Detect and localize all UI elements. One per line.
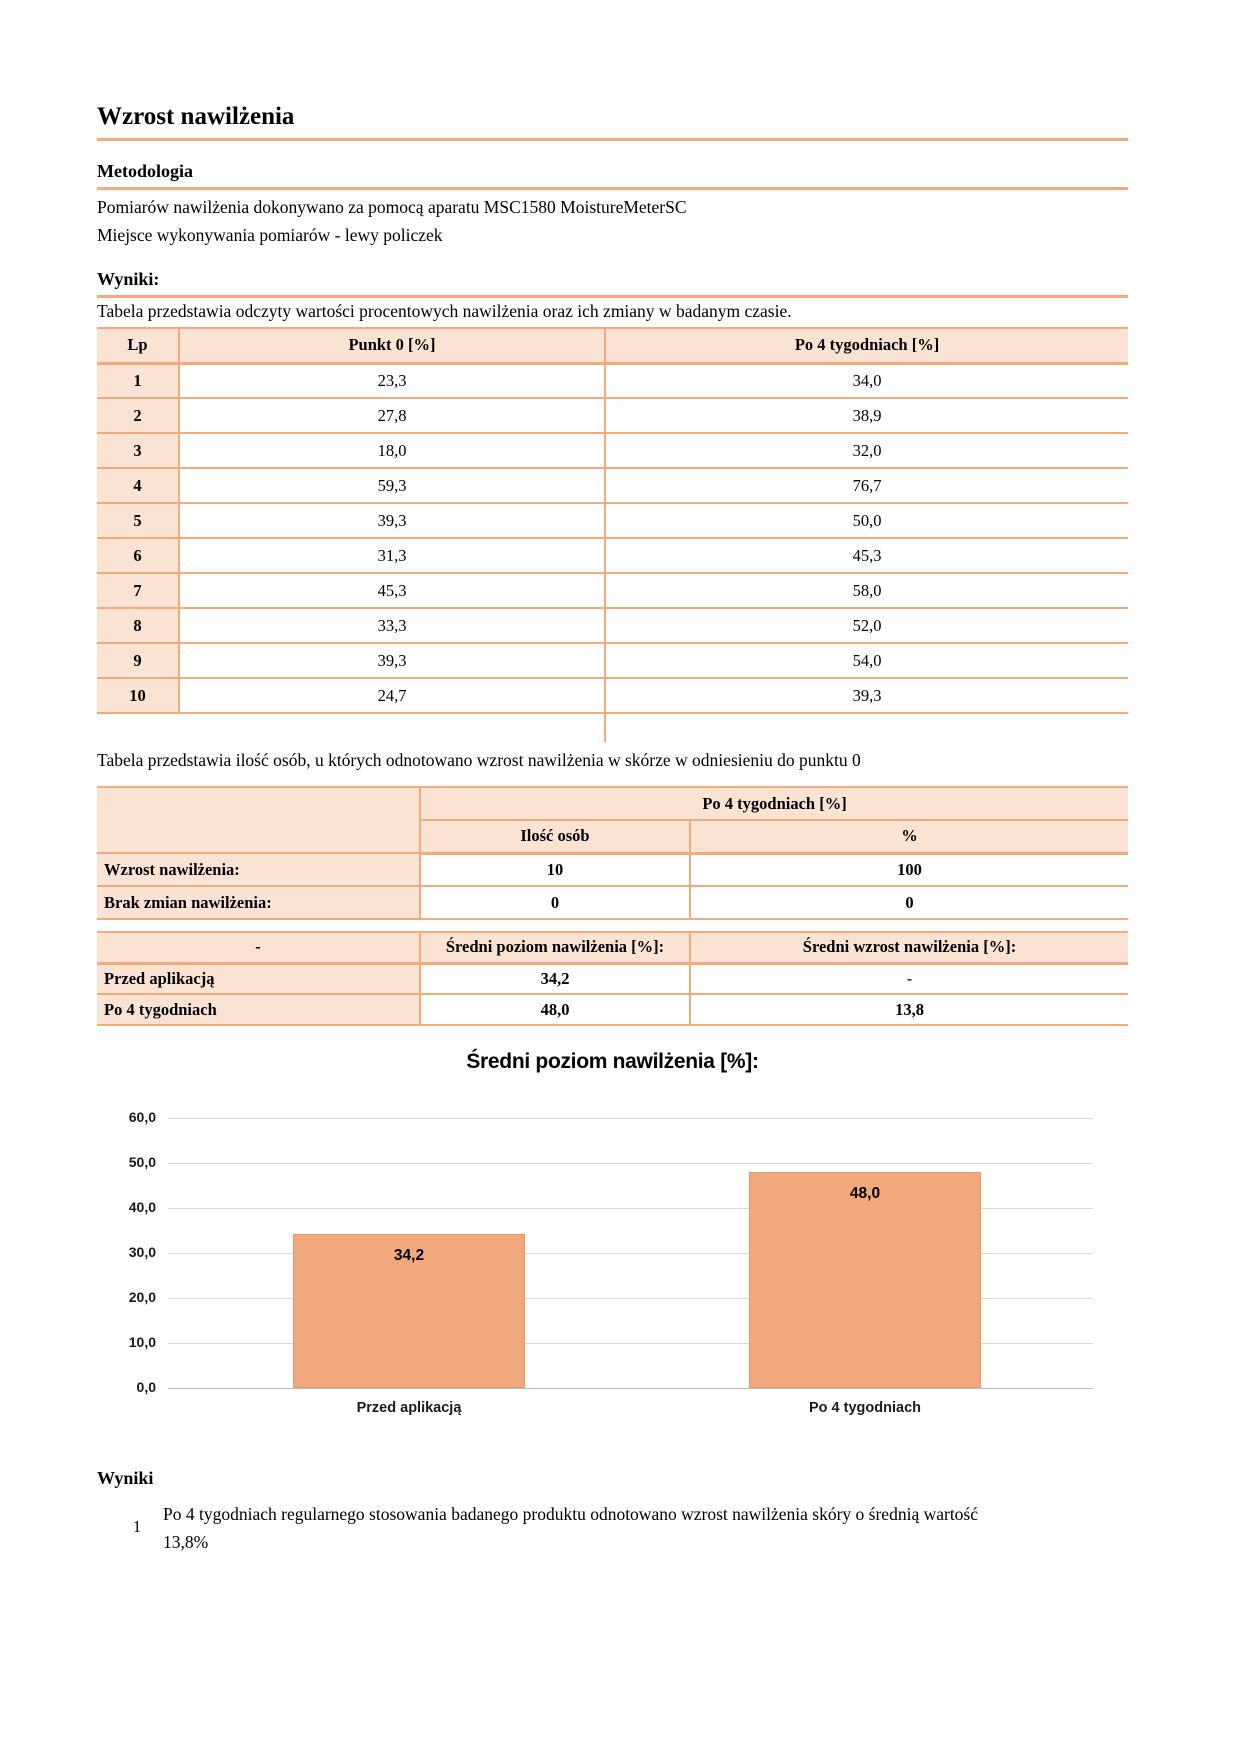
- value-cell: 52,0: [605, 608, 1128, 643]
- value-cell: 45,3: [179, 573, 605, 608]
- table-row: [97, 678, 1128, 713]
- col-header-avg-level: Średni poziom nawilżenia [%]:: [420, 932, 690, 963]
- counts-table: [97, 786, 1128, 920]
- bar-value-label: 48,0: [849, 1185, 881, 1202]
- row-number-cell: 4: [97, 468, 179, 503]
- value-cell: 45,3: [605, 538, 1128, 573]
- gridline: [168, 1163, 1093, 1164]
- category-label: Po 4 tygodniach: [809, 1400, 921, 1416]
- col-header-count: Ilość osób: [420, 820, 690, 853]
- col-header-dash: -: [97, 932, 420, 963]
- methodology-line-1: Pomiarów nawilżenia dokonywano za pomocą aparatu MSC1580 MoistureMeterSC: [97, 197, 687, 217]
- col-header-percent: %: [690, 820, 1128, 853]
- row-number-cell: 8: [97, 608, 179, 643]
- y-axis-tick-label: 0,0: [136, 1379, 156, 1395]
- chart-plot: [128, 1109, 1093, 1416]
- averages-header-row: [97, 932, 1128, 963]
- bar-value-label: 34,2: [393, 1247, 425, 1264]
- table-border-artifact: [604, 712, 606, 742]
- count-cell: 10: [420, 853, 690, 886]
- empty-corner-cell: [97, 787, 420, 853]
- page-title: Wzrost nawilżenia: [97, 103, 295, 130]
- measurements-table: [97, 327, 1128, 714]
- table-row: [97, 573, 1128, 608]
- table-row: [97, 433, 1128, 468]
- avg-increase-cell: 13,8: [690, 994, 1128, 1025]
- measurements-table-caption: Tabela przedstawia odczyty wartości procentowych nawilżenia oraz ich zmiany w badanym czasie.: [97, 301, 792, 321]
- col-header-point0: Punkt 0 [%]: [179, 328, 605, 363]
- y-axis-tick-label: 60,0: [128, 1109, 156, 1125]
- counts-table-body: [97, 853, 1128, 919]
- results-rule: [97, 295, 1128, 298]
- value-cell: 38,9: [605, 398, 1128, 433]
- table-row: [97, 468, 1128, 503]
- table-row: [97, 363, 1128, 398]
- table-row: [97, 994, 1128, 1025]
- value-cell: 31,3: [179, 538, 605, 573]
- value-cell: 33,3: [179, 608, 605, 643]
- row-number-cell: 1: [97, 363, 179, 398]
- chart-title: Średni poziom nawilżenia [%]:: [466, 1050, 759, 1073]
- bar-chart: [97, 1040, 1128, 1470]
- percent-cell: 100: [690, 853, 1128, 886]
- value-cell: 76,7: [605, 468, 1128, 503]
- y-axis-tick-label: 30,0: [128, 1244, 156, 1260]
- table-row: [97, 886, 1128, 919]
- counts-table-caption: Tabela przedstawia ilość osób, u których odnotowano wzrost nawilżenia w skórze w odniesieniu do punktu 0: [97, 750, 861, 770]
- percent-cell: 0: [690, 886, 1128, 919]
- table-row: [97, 643, 1128, 678]
- table-row: [97, 398, 1128, 433]
- measurements-table-body: [97, 363, 1128, 713]
- value-cell: 39,3: [605, 678, 1128, 713]
- averages-table: [97, 931, 1128, 1026]
- row-number-cell: 6: [97, 538, 179, 573]
- measurements-header-row: [97, 328, 1128, 363]
- measurements-table-wrap: [97, 327, 1128, 714]
- value-cell: 18,0: [179, 433, 605, 468]
- y-axis-tick-label: 20,0: [128, 1289, 156, 1305]
- avg-level-cell: 48,0: [420, 994, 690, 1025]
- row-label-cell: Wzrost nawilżenia:: [97, 853, 420, 886]
- results-heading: Wyniki:: [97, 269, 160, 289]
- gridline: [168, 1388, 1093, 1389]
- row-number-cell: 5: [97, 503, 179, 538]
- counts-table-wrap: [97, 786, 1128, 920]
- merged-header-cell: Po 4 tygodniach [%]: [420, 787, 1128, 820]
- value-cell: 23,3: [179, 363, 605, 398]
- value-cell: 39,3: [179, 503, 605, 538]
- averages-table-wrap: [97, 931, 1128, 1026]
- table-row: [97, 503, 1128, 538]
- value-cell: 59,3: [179, 468, 605, 503]
- value-cell: 24,7: [179, 678, 605, 713]
- row-number-cell: 9: [97, 643, 179, 678]
- row-label-cell: Po 4 tygodniach: [97, 994, 420, 1025]
- table-row: [97, 853, 1128, 886]
- value-cell: 27,8: [179, 398, 605, 433]
- avg-increase-cell: -: [690, 963, 1128, 994]
- conclusion-item-number: 1: [132, 1517, 142, 1536]
- table-row: [97, 963, 1128, 994]
- row-label-cell: Brak zmian nawilżenia:: [97, 886, 420, 919]
- y-axis-tick-label: 10,0: [128, 1334, 156, 1350]
- conclusions-heading: Wyniki: [97, 1468, 154, 1488]
- table-row: [97, 608, 1128, 643]
- chart-bar: [749, 1172, 981, 1388]
- count-cell: 0: [420, 886, 690, 919]
- value-cell: 54,0: [605, 643, 1128, 678]
- col-header-lp: Lp: [97, 328, 179, 363]
- methodology-rule: [97, 187, 1128, 190]
- title-rule: [97, 138, 1128, 141]
- chart-bar: [293, 1234, 525, 1388]
- value-cell: 50,0: [605, 503, 1128, 538]
- row-number-cell: 7: [97, 573, 179, 608]
- category-label: Przed aplikacją: [356, 1400, 462, 1416]
- y-axis-tick-label: 40,0: [128, 1199, 156, 1215]
- value-cell: 34,0: [605, 363, 1128, 398]
- row-number-cell: 2: [97, 398, 179, 433]
- averages-table-body: [97, 963, 1128, 1025]
- row-number-cell: 10: [97, 678, 179, 713]
- value-cell: 58,0: [605, 573, 1128, 608]
- conclusion-item-text: Po 4 tygodniach regularnego stosowania badanego produktu odnotowano wzrost nawilżenia skóry o średnią wartość 13,8%: [163, 1504, 979, 1552]
- col-header-after4weeks: Po 4 tygodniach [%]: [605, 328, 1128, 363]
- row-label-cell: Przed aplikacją: [97, 963, 420, 994]
- methodology-heading: Metodologia: [97, 161, 193, 181]
- value-cell: 39,3: [179, 643, 605, 678]
- table-row: [97, 538, 1128, 573]
- row-number-cell: 3: [97, 433, 179, 468]
- col-header-avg-increase: Średni wzrost nawilżenia [%]:: [690, 932, 1128, 963]
- methodology-line-2: Miejsce wykonywania pomiarów - lewy policzek: [97, 225, 443, 245]
- y-axis-tick-label: 50,0: [128, 1154, 156, 1170]
- gridline: [168, 1118, 1093, 1119]
- counts-merged-header-row: [97, 787, 1128, 820]
- avg-level-cell: 34,2: [420, 963, 690, 994]
- value-cell: 32,0: [605, 433, 1128, 468]
